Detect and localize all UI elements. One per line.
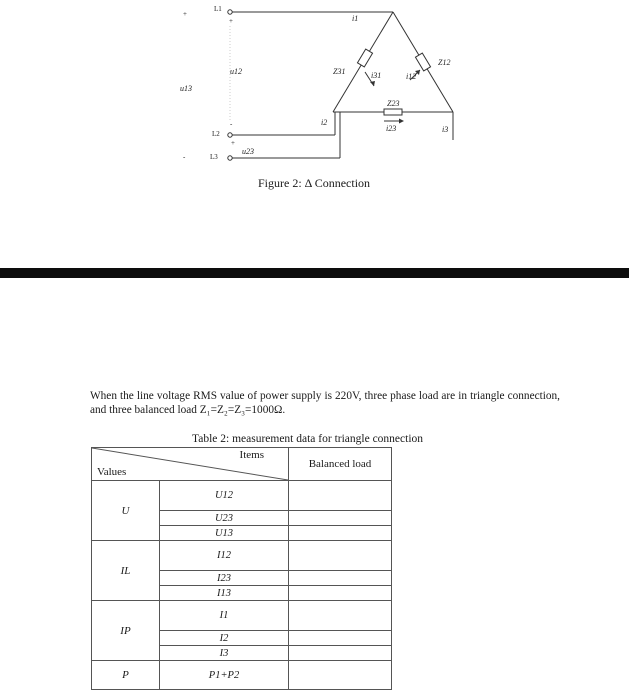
group-label-u: U (92, 481, 160, 541)
group-label-ip: IP (92, 601, 160, 661)
table-row (92, 541, 392, 571)
row-label-i3: I3 (160, 646, 289, 661)
value-cell-i12[interactable] (289, 541, 392, 571)
current-i3-label: i3 (442, 125, 449, 134)
group-label-il: IL (92, 541, 160, 601)
load-z23-label: Z23 (387, 99, 400, 108)
table-header-row (92, 448, 392, 481)
row-label-u12: U12 (160, 481, 289, 511)
group-label-p: P (92, 661, 160, 690)
problem-statement: When the line voltage RMS value of power supply is 220V, three phase load are in triangle connection, and three balanced load Z₁=Z₂=Z₃=1000Ω. (90, 390, 560, 416)
row-label-i1: I1 (160, 601, 289, 631)
value-cell-i1[interactable] (289, 601, 392, 631)
resistor-z12 (415, 53, 430, 71)
table-row (92, 481, 392, 511)
current-i31-label: i31 (371, 71, 382, 80)
voltage-u13-label: u13 (180, 84, 192, 93)
terminal-l1-label: L1 (214, 5, 222, 13)
polarity-plus-l1-outer: + (183, 10, 187, 18)
resistor-z23 (384, 109, 402, 115)
terminal-l3-label: L3 (210, 153, 218, 161)
value-cell-u23[interactable] (289, 511, 392, 526)
row-label-u13: U13 (160, 526, 289, 541)
terminal-l1 (228, 10, 232, 14)
load-z31-label: Z31 (333, 67, 346, 76)
arrowhead-i23 (399, 119, 404, 124)
resistor-z31 (357, 49, 372, 67)
voltage-u23-label: u23 (242, 147, 254, 156)
table-row (92, 661, 392, 690)
row-label-i13: I13 (160, 586, 289, 601)
current-i23-label: i23 (386, 124, 397, 133)
voltage-u12-label: u12 (230, 67, 242, 76)
load-z12-label: Z12 (438, 58, 451, 67)
current-i2-label: i2 (321, 118, 328, 127)
header-balanced-load: Balanced load (289, 448, 392, 481)
row-label-i2: I2 (160, 631, 289, 646)
figure-caption: Figure 2: Δ Connection (258, 176, 371, 190)
terminal-l2 (228, 133, 232, 137)
measurement-table (91, 447, 392, 690)
header-items: Items (239, 449, 264, 461)
table-row (92, 601, 392, 631)
header-values: Values (97, 466, 127, 478)
value-cell-i23[interactable] (289, 571, 392, 586)
value-cell-i2[interactable] (289, 631, 392, 646)
value-cell-u12[interactable] (289, 481, 392, 511)
polarity-plus-l1-inner: + (229, 17, 233, 25)
current-i12-label: i12 (406, 72, 417, 81)
table-caption: Table 2: measurement data for triangle connection (192, 433, 424, 445)
page-divider (0, 268, 629, 278)
row-label-i23: I23 (160, 571, 289, 586)
terminal-l3 (228, 156, 232, 160)
polarity-plus-l2: + (231, 139, 235, 147)
value-cell-i13[interactable] (289, 586, 392, 601)
value-cell-p[interactable] (289, 661, 392, 690)
value-cell-i3[interactable] (289, 646, 392, 661)
polarity-minus-l2: - (230, 120, 233, 128)
current-i1-label: i1 (352, 14, 359, 23)
header-diagonal-cell (92, 448, 289, 481)
row-label-i12: I12 (160, 541, 289, 571)
terminal-l2-label: L2 (212, 130, 220, 138)
row-label-p1p2: P1+P2 (160, 661, 289, 690)
delta-circuit-diagram (0, 0, 629, 200)
value-cell-u13[interactable] (289, 526, 392, 541)
row-label-u23: U23 (160, 511, 289, 526)
polarity-minus-l3: - (183, 153, 186, 161)
